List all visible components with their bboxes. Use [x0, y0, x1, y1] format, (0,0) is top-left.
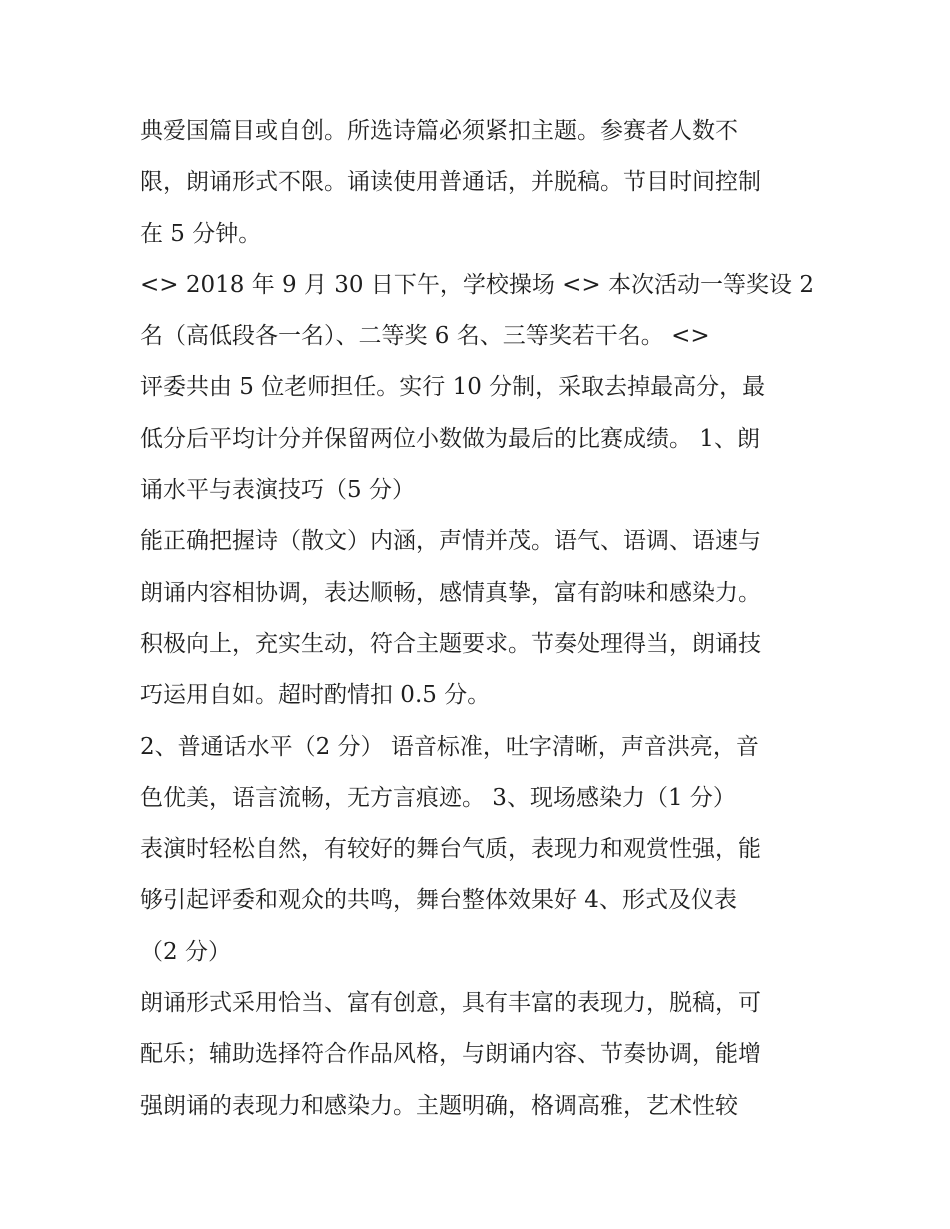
text-line: 朗诵形式采用恰当、富有创意，具有丰富的表现力，脱稿，可: [140, 990, 761, 1017]
text-line: 朗诵内容相协调，表达顺畅，感情真挚，富有韵味和感染力。: [140, 579, 761, 606]
text-line: 强朗诵的表现力和感染力。主题明确，格调高雅，艺术性较: [140, 1092, 738, 1119]
text-line: 在 5 分钟。: [140, 220, 262, 247]
text-line: 低分后平均计分并保留两位小数做为最后的比赛成绩。 1、朗: [140, 425, 760, 452]
text-line: （2 分）: [140, 938, 231, 965]
text-line: 2、普通话水平（2 分） 语音标准，吐字清晰，声音洪亮，音: [140, 733, 759, 760]
text-line: 巧运用自如。超时酌情扣 0.5 分。: [140, 682, 491, 709]
text-line: 评委共由 5 位老师担任。实行 10 分制，采取去掉最高分，最: [140, 374, 766, 401]
text-line: 积极向上，充实生动，符合主题要求。节奏处理得当，朗诵技: [140, 630, 761, 657]
text-line: 配乐；辅助选择符合作品风格，与朗诵内容、节奏协调，能增: [140, 1041, 761, 1068]
text-line: 诵水平与表演技巧（5 分）: [140, 477, 415, 504]
text-line: 色优美，语言流畅，无方言痕迹。 3、现场感染力（1 分）: [140, 784, 736, 811]
text-line: 名（高低段各一名）、二等奖 6 名、三等奖若干名。 <>: [140, 323, 710, 350]
text-line: <> 2018 年 9 月 30 日下午，学校操场 <> 本次活动一等奖设 2: [140, 271, 814, 298]
text-line: 典爱国篇目或自创。所选诗篇必须紧扣主题。参赛者人数不: [140, 118, 738, 144]
text-line: 够引起评委和观众的共鸣，舞台整体效果好 4、形式及仪表: [140, 887, 737, 914]
text-line: 表演时轻松自然，有较好的舞台气质，表现力和观赏性强，能: [140, 836, 761, 863]
body-text: [140, 106, 820, 1132]
text-line: 能正确把握诗（散文）内涵，声情并茂。语气、语调、语速与: [140, 528, 761, 555]
text-line: 限，朗诵形式不限。诵读使用普通话，并脱稿。节目时间控制: [140, 169, 761, 196]
